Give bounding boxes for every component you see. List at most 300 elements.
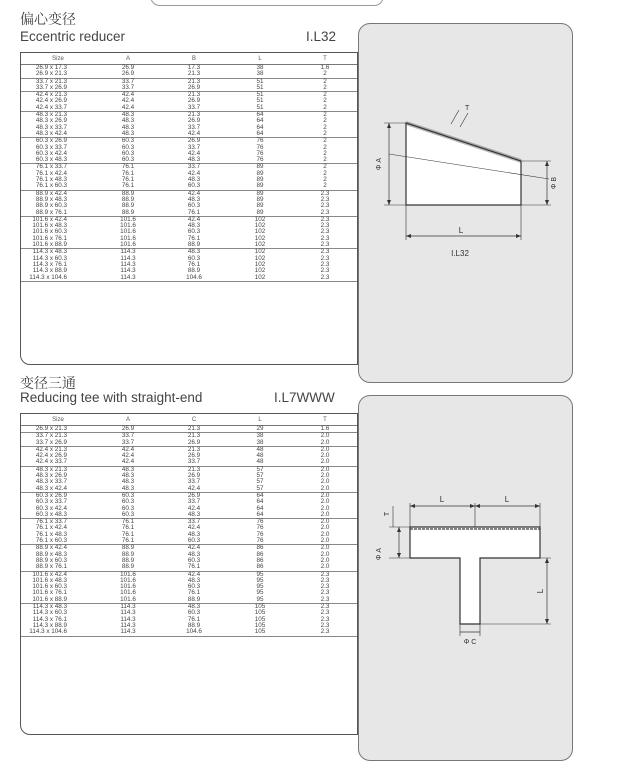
table-cell: 42.4 bbox=[187, 215, 201, 223]
table-row bbox=[21, 629, 357, 636]
table-cell: 2.0 bbox=[293, 564, 357, 571]
table-cell: 76.1 x 33.7 bbox=[35, 518, 67, 526]
table-cell: 2.0 bbox=[293, 440, 357, 447]
table-cell: 2.0 bbox=[320, 491, 330, 499]
table-cell: 51 bbox=[227, 105, 293, 112]
table-cell: 101.6 x 76.1 bbox=[32, 234, 67, 242]
table-cell: 2.0 bbox=[320, 556, 330, 564]
reducer-dim-a: Φ A bbox=[376, 157, 383, 171]
table-cell: 26.9 bbox=[95, 426, 161, 433]
table-cell: 114.3 bbox=[120, 615, 136, 623]
table-cell: 42.4 x 26.9 bbox=[35, 97, 67, 105]
table-cell: 76.1 x 48.3 bbox=[35, 176, 67, 184]
tee-diagram-panel bbox=[358, 395, 573, 761]
table-cell: 42.4 bbox=[121, 452, 135, 460]
table-cell: 26.9 bbox=[187, 472, 201, 480]
table-cell: 2.3 bbox=[320, 202, 330, 210]
table-cell: 60.3 x 33.7 bbox=[35, 498, 67, 506]
table-cell: 2.3 bbox=[320, 260, 330, 268]
table-cell: 2 bbox=[323, 91, 327, 99]
table-cell: 2.0 bbox=[320, 518, 330, 526]
table-cell: 33.7 bbox=[95, 85, 161, 92]
table-cell: 2.0 bbox=[320, 550, 330, 558]
table-cell: 64 bbox=[256, 111, 264, 119]
table-cell: 60.3 bbox=[187, 254, 201, 262]
table-cell: 76.1 bbox=[121, 169, 135, 177]
table-cell: 64 bbox=[227, 131, 293, 138]
table-cell: 105 bbox=[254, 609, 266, 617]
table-cell: 101.6 x 42.4 bbox=[32, 215, 67, 223]
table-cell: 2.3 bbox=[293, 210, 357, 217]
table-cell: 48.3 bbox=[121, 478, 135, 486]
table-cell: 21.3 bbox=[161, 426, 227, 433]
table-cell: 60.3 x 26.9 bbox=[35, 491, 67, 499]
table-cell: 57 bbox=[227, 486, 293, 493]
table-cell: 42.4 bbox=[95, 105, 161, 112]
table-cell: 88.9 bbox=[95, 564, 161, 571]
table-cell: 88.9 x 48.3 bbox=[35, 550, 67, 558]
table-cell: 48.3 bbox=[121, 111, 135, 119]
table-cell: 64 bbox=[256, 491, 264, 499]
column-header-b: B bbox=[161, 53, 227, 65]
table-cell: 102 bbox=[254, 254, 266, 262]
table-cell: 42.4 x 33.7 bbox=[21, 105, 95, 112]
tee-table bbox=[20, 413, 358, 735]
reducer-title-en: Eccentric reducer bbox=[20, 29, 126, 44]
column-header-c: C bbox=[161, 414, 227, 426]
table-cell: 57 bbox=[256, 472, 264, 480]
table-cell: 2 bbox=[323, 163, 327, 171]
table-cell: 88.9 bbox=[121, 556, 135, 564]
table-cell: 2.3 bbox=[293, 275, 357, 282]
table-cell: 60.3 bbox=[187, 583, 201, 591]
table-cell: 60.3 bbox=[121, 491, 135, 499]
table-cell: 88.9 bbox=[161, 597, 227, 604]
table-cell: 88.9 x 42.4 bbox=[35, 189, 67, 197]
table-cell: 2.0 bbox=[320, 544, 330, 552]
table-cell: 38 bbox=[256, 432, 264, 440]
table-cell: 33.7 bbox=[95, 440, 161, 447]
table-cell: 21.3 bbox=[187, 77, 201, 85]
table-cell: 26.9 bbox=[121, 64, 135, 71]
table-header-row bbox=[21, 53, 357, 65]
table-cell: 101.6 x 48.3 bbox=[32, 576, 67, 584]
table-cell: 2.3 bbox=[320, 589, 330, 597]
table-cell: 2 bbox=[293, 131, 357, 138]
table-cell: 48.3 bbox=[121, 472, 135, 480]
table-cell: 64 bbox=[256, 117, 264, 125]
table-cell: 33.7 bbox=[161, 105, 227, 112]
table-cell: 26.9 x 21.3 bbox=[21, 71, 95, 78]
table-cell: 48.3 bbox=[187, 176, 201, 184]
table-cell: 76.1 x 60.3 bbox=[21, 538, 95, 545]
table-cell: 2 bbox=[323, 117, 327, 125]
table-cell: 2.0 bbox=[320, 530, 330, 538]
table-cell: 48 bbox=[256, 445, 264, 453]
table-cell: 26.9 bbox=[187, 452, 201, 460]
table-cell: 2.0 bbox=[320, 472, 330, 480]
table-cell: 101.6 x 88.9 bbox=[21, 242, 95, 249]
table-cell: 42.4 x 33.7 bbox=[21, 459, 95, 466]
table-cell: 60.3 bbox=[161, 538, 227, 545]
column-header-l: L bbox=[227, 414, 293, 426]
table-cell: 21.3 bbox=[187, 91, 201, 99]
table-cell: 60.3 bbox=[121, 149, 135, 157]
table-cell: 33.7 bbox=[187, 498, 201, 506]
column-header-size: Size bbox=[21, 53, 95, 65]
table-cell: 2.0 bbox=[320, 504, 330, 512]
table-cell: 76.1 bbox=[121, 163, 135, 171]
table-cell: 60.3 bbox=[121, 498, 135, 506]
table-cell: 2.0 bbox=[293, 459, 357, 466]
table-cell: 2.3 bbox=[320, 267, 330, 275]
reducer-diagram bbox=[359, 24, 572, 382]
table-cell: 102 bbox=[227, 275, 293, 282]
table-row bbox=[21, 564, 357, 571]
table-cell: 26.9 x 21.3 bbox=[21, 426, 95, 433]
table-cell: 26.9 bbox=[161, 85, 227, 92]
table-cell: 95 bbox=[256, 570, 264, 578]
table-cell: 42.4 bbox=[187, 504, 201, 512]
table-cell: 33.7 bbox=[121, 77, 135, 85]
table-cell: 33.7 bbox=[187, 478, 201, 486]
reducer-caption: I.L32 bbox=[451, 249, 469, 258]
table-cell: 101.6 x 60.3 bbox=[32, 583, 67, 591]
table-cell: 104.6 bbox=[161, 275, 227, 282]
table-cell: 89 bbox=[256, 176, 264, 184]
table-cell: 2.3 bbox=[320, 215, 330, 223]
table-cell: 101.6 bbox=[120, 234, 136, 242]
table-cell: 2 bbox=[323, 149, 327, 157]
table-cell: 2.3 bbox=[293, 629, 357, 636]
table-cell: 48.3 x 26.9 bbox=[35, 472, 67, 480]
table-cell: 42.4 bbox=[187, 524, 201, 532]
table-cell: 95 bbox=[256, 589, 264, 597]
table-cell: 89 bbox=[256, 189, 264, 197]
table-cell: 88.9 bbox=[187, 267, 201, 275]
table-cell: 76.1 bbox=[187, 615, 201, 623]
table-cell: 2.3 bbox=[320, 621, 330, 629]
reducer-code: I.L32 bbox=[306, 29, 337, 44]
table-cell: 88.9 bbox=[121, 550, 135, 558]
table-cell: 88.9 bbox=[121, 195, 135, 203]
table-cell: 26.9 bbox=[187, 491, 201, 499]
table-cell: 114.3 x 76.1 bbox=[32, 260, 67, 268]
table-cell: 76.1 bbox=[187, 234, 201, 242]
table-cell: 114.3 bbox=[120, 621, 136, 629]
table-cell: 60.3 x 42.4 bbox=[35, 504, 67, 512]
table-cell: 76 bbox=[227, 538, 293, 545]
table-row bbox=[21, 275, 357, 282]
table-cell: 26.9 bbox=[95, 71, 161, 78]
table-cell: 95 bbox=[256, 576, 264, 584]
table-cell: 88.9 bbox=[121, 202, 135, 210]
table-cell: 33.7 bbox=[161, 459, 227, 466]
table-cell: 2 bbox=[323, 137, 327, 145]
table-cell: 104.6 bbox=[161, 629, 227, 636]
table-cell: 60.3 x 42.4 bbox=[35, 149, 67, 157]
table-cell: 17.3 bbox=[187, 64, 201, 71]
table-cell: 33.7 x 21.3 bbox=[35, 77, 67, 85]
table-cell: 101.6 bbox=[120, 228, 136, 236]
table-cell: 48 bbox=[256, 452, 264, 460]
table-cell: 42.4 bbox=[161, 131, 227, 138]
table-cell: 2.3 bbox=[320, 583, 330, 591]
table-cell: 2 bbox=[293, 183, 357, 190]
table-cell: 48.3 bbox=[187, 576, 201, 584]
table-cell: 48.3 bbox=[121, 117, 135, 125]
table-cell: 114.3 bbox=[120, 260, 136, 268]
table-cell: 2.3 bbox=[320, 603, 330, 611]
table-cell: 76 bbox=[256, 149, 264, 157]
table-cell: 76.1 bbox=[121, 176, 135, 184]
table-cell: 60.3 bbox=[121, 504, 135, 512]
table-cell: 86 bbox=[256, 550, 264, 558]
table-cell: 114.3 bbox=[120, 254, 136, 262]
table-cell: 76 bbox=[227, 157, 293, 164]
table-cell: 2.0 bbox=[320, 432, 330, 440]
table-cell: 42.4 x 21.3 bbox=[35, 91, 67, 99]
table-cell: 2 bbox=[323, 97, 327, 105]
column-header-l: L bbox=[227, 53, 293, 65]
table-cell: 26.9 bbox=[187, 137, 201, 145]
table-cell: 76.1 bbox=[187, 260, 201, 268]
table-cell: 2.0 bbox=[320, 524, 330, 532]
table-cell: 2.3 bbox=[320, 570, 330, 578]
table-cell: 2 bbox=[293, 71, 357, 78]
table-cell: 2.3 bbox=[320, 234, 330, 242]
table-cell: 33.7 x 26.9 bbox=[21, 440, 95, 447]
table-cell: 114.3 bbox=[95, 629, 161, 636]
table-cell: 48.3 bbox=[187, 248, 201, 256]
table-cell: 48.3 x 33.7 bbox=[35, 478, 67, 486]
table-cell: 48.3 bbox=[95, 131, 161, 138]
table-cell: 114.3 x 88.9 bbox=[32, 621, 67, 629]
table-cell: 48.3 bbox=[187, 530, 201, 538]
table-cell: 86 bbox=[256, 544, 264, 552]
table-cell: 101.6 x 42.4 bbox=[32, 570, 67, 578]
table-cell: 101.6 bbox=[95, 242, 161, 249]
table-cell: 64 bbox=[256, 123, 264, 131]
table-cell: 38 bbox=[227, 71, 293, 78]
table-cell: 48.3 bbox=[121, 465, 135, 473]
table-cell: 51 bbox=[227, 85, 293, 92]
table-cell: 105 bbox=[227, 629, 293, 636]
table-cell: 76.1 bbox=[161, 210, 227, 217]
table-cell: 2.3 bbox=[320, 228, 330, 236]
table-cell: 60.3 bbox=[187, 556, 201, 564]
table-cell: 33.7 bbox=[187, 143, 201, 151]
table-cell: 76.1 x 60.3 bbox=[21, 183, 95, 190]
table-cell: 101.6 bbox=[120, 222, 136, 230]
table-cell: 60.3 bbox=[187, 609, 201, 617]
table-cell: 60.3 x 48.3 bbox=[21, 512, 95, 519]
column-header-a: A bbox=[95, 414, 161, 426]
tee-dim-l-right: L bbox=[504, 495, 510, 504]
table-cell: 2.3 bbox=[320, 189, 330, 197]
table-cell: 64 bbox=[256, 498, 264, 506]
table-cell: 2 bbox=[323, 123, 327, 131]
table-cell: 88.9 x 60.3 bbox=[35, 556, 67, 564]
table-cell: 42.4 bbox=[187, 149, 201, 157]
table-cell: 102 bbox=[254, 248, 266, 256]
column-header-t: T bbox=[293, 53, 357, 65]
table-cell: 2.3 bbox=[320, 195, 330, 203]
table-cell: 76 bbox=[256, 137, 264, 145]
table-cell: 64 bbox=[256, 504, 264, 512]
table-cell: 1.6 bbox=[293, 426, 357, 433]
table-cell: 88.9 x 60.3 bbox=[35, 202, 67, 210]
table-cell: 2.3 bbox=[320, 615, 330, 623]
table-cell: 95 bbox=[256, 583, 264, 591]
table-cell: 105 bbox=[254, 615, 266, 623]
table-cell: 101.6 bbox=[120, 570, 136, 578]
table-cell: 60.3 x 33.7 bbox=[35, 143, 67, 151]
table-cell: 42.4 bbox=[187, 169, 201, 177]
table-cell: 60.3 bbox=[161, 183, 227, 190]
table-cell: 114.3 x 104.6 bbox=[21, 629, 95, 636]
table-cell: 48.3 bbox=[161, 157, 227, 164]
table-cell: 76.1 bbox=[95, 538, 161, 545]
table-cell: 48.3 bbox=[187, 222, 201, 230]
table-cell: 48.3 x 42.4 bbox=[21, 131, 95, 138]
table-cell: 42.4 x 21.3 bbox=[35, 445, 67, 453]
table-cell: 21.3 bbox=[187, 445, 201, 453]
top-tab-decoration bbox=[150, 0, 384, 6]
table-cell: 76 bbox=[256, 530, 264, 538]
table-cell: 60.3 bbox=[187, 202, 201, 210]
table-cell: 88.9 bbox=[121, 544, 135, 552]
table-cell: 89 bbox=[256, 202, 264, 210]
table-cell: 114.3 bbox=[120, 603, 136, 611]
table-cell: 102 bbox=[254, 234, 266, 242]
table-cell: 88.9 bbox=[121, 189, 135, 197]
table-cell: 88.9 bbox=[95, 210, 161, 217]
table-cell: 2 bbox=[323, 176, 327, 184]
reducer-title-cn: 偏心变径 bbox=[20, 11, 76, 27]
table-cell: 48.3 x 33.7 bbox=[35, 123, 67, 131]
tee-dim-c: Φ C bbox=[463, 639, 477, 646]
table-cell: 2.3 bbox=[293, 242, 357, 249]
tee-diagram bbox=[359, 396, 572, 760]
table-cell: 60.3 bbox=[95, 157, 161, 164]
table-cell: 76.1 bbox=[121, 530, 135, 538]
table-cell: 51 bbox=[256, 91, 264, 99]
table-cell: 101.6 bbox=[120, 215, 136, 223]
table-cell: 114.3 x 60.3 bbox=[32, 254, 67, 262]
table-cell: 2.0 bbox=[293, 512, 357, 519]
table-cell: 114.3 x 104.6 bbox=[21, 275, 95, 282]
table-cell: 33.7 x 21.3 bbox=[35, 432, 67, 440]
reducer-diagram-panel bbox=[358, 23, 573, 383]
table-cell: 114.3 x 88.9 bbox=[32, 267, 67, 275]
table-cell: 29 bbox=[227, 426, 293, 433]
table-cell: 26.9 bbox=[161, 440, 227, 447]
table-cell: 42.4 bbox=[95, 459, 161, 466]
table-cell: 114.3 x 60.3 bbox=[32, 609, 67, 617]
table-cell: 76 bbox=[256, 143, 264, 151]
table-cell: 76.1 bbox=[95, 183, 161, 190]
table-cell: 101.6 bbox=[120, 589, 136, 597]
table-cell: 76.1 x 42.4 bbox=[35, 524, 67, 532]
table-cell: 76.1 x 42.4 bbox=[35, 169, 67, 177]
table-cell: 88.9 x 48.3 bbox=[35, 195, 67, 203]
table-cell: 86 bbox=[227, 564, 293, 571]
column-header-a: A bbox=[95, 53, 161, 65]
table-cell: 76 bbox=[256, 518, 264, 526]
table-cell: 48.3 bbox=[187, 195, 201, 203]
table-cell: 102 bbox=[254, 228, 266, 236]
reducer-dim-t: T bbox=[465, 105, 470, 112]
table-cell: 48 bbox=[227, 459, 293, 466]
table-cell: 26.9 bbox=[187, 117, 201, 125]
table-cell: 89 bbox=[227, 210, 293, 217]
reducer-dim-b: Φ B bbox=[551, 176, 558, 190]
table-cell: 38 bbox=[227, 440, 293, 447]
table-cell: 42.4 x 26.9 bbox=[35, 452, 67, 460]
table-cell: 33.7 bbox=[121, 432, 135, 440]
table-cell: 114.3 bbox=[120, 248, 136, 256]
table-cell: 57 bbox=[256, 478, 264, 486]
table-cell: 114.3 bbox=[120, 609, 136, 617]
table-cell: 42.4 bbox=[187, 544, 201, 552]
table-cell: 48.3 x 21.3 bbox=[35, 465, 67, 473]
table-cell: 48.3 x 26.9 bbox=[35, 117, 67, 125]
table-cell: 101.6 bbox=[120, 583, 136, 591]
table-cell: 95 bbox=[227, 597, 293, 604]
table-cell: 60.3 bbox=[121, 137, 135, 145]
table-cell: 51 bbox=[256, 77, 264, 85]
table-cell: 114.3 x 48.3 bbox=[32, 603, 67, 611]
table-cell: 114.3 x 76.1 bbox=[32, 615, 67, 623]
table-cell: 105 bbox=[254, 621, 266, 629]
table-cell: 60.3 bbox=[121, 143, 135, 151]
table-cell: 114.3 x 48.3 bbox=[32, 248, 67, 256]
table-cell: 51 bbox=[256, 97, 264, 105]
table-cell: 48.3 bbox=[161, 512, 227, 519]
table-cell: 88.9 x 76.1 bbox=[21, 210, 95, 217]
table-cell: 60.3 bbox=[187, 228, 201, 236]
table-cell: 48.3 x 42.4 bbox=[21, 486, 95, 493]
table-cell: 48.3 bbox=[95, 486, 161, 493]
table-cell: 48.3 bbox=[187, 603, 201, 611]
table-cell: 42.4 bbox=[187, 189, 201, 197]
table-cell: 26.9 bbox=[187, 97, 201, 105]
reducer-dim-l: L bbox=[458, 226, 464, 235]
table-cell: 2.3 bbox=[320, 576, 330, 584]
table-cell: 101.6 x 88.9 bbox=[21, 597, 95, 604]
tee-code: I.L7WWW bbox=[274, 390, 335, 405]
table-cell: 21.3 bbox=[187, 111, 201, 119]
table-cell: 76.1 bbox=[187, 589, 201, 597]
table-cell: 42.4 bbox=[161, 486, 227, 493]
tee-dim-l-vertical: L bbox=[536, 588, 545, 594]
table-cell: 57 bbox=[256, 465, 264, 473]
table-cell: 33.7 x 26.9 bbox=[21, 85, 95, 92]
table-cell: 102 bbox=[254, 267, 266, 275]
table-cell: 101.6 bbox=[95, 597, 161, 604]
table-cell: 114.3 bbox=[95, 275, 161, 282]
table-cell: 2.0 bbox=[320, 452, 330, 460]
table-cell: 2 bbox=[293, 85, 357, 92]
table-cell: 89 bbox=[256, 195, 264, 203]
table-cell: 88.9 bbox=[161, 242, 227, 249]
table-cell: 86 bbox=[256, 556, 264, 564]
table-cell: 42.4 bbox=[187, 570, 201, 578]
table-cell: 2 bbox=[293, 105, 357, 112]
table-cell: 88.9 bbox=[187, 621, 201, 629]
table-cell: 76.1 bbox=[121, 524, 135, 532]
